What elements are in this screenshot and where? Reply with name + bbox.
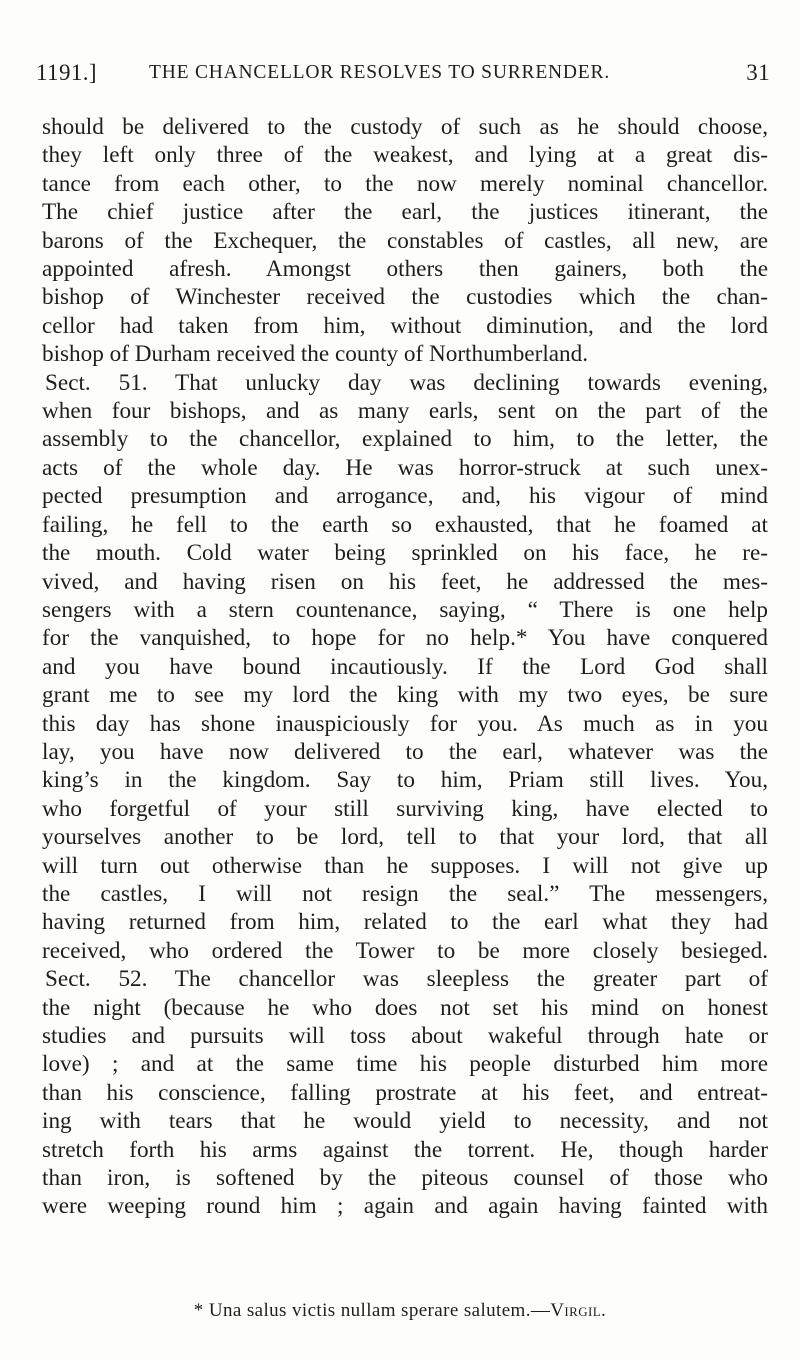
- text-line: they left only three of the weakest, and lying at a great dis-: [42, 142, 768, 169]
- text-line: king’s in the kingdom. Say to him, Priam still lives. You,: [42, 767, 768, 794]
- text-line: stretch forth his arms against the torrent. He, though harder: [42, 1136, 768, 1163]
- text-line: were weeping round him ; again and again having fainted with: [42, 1193, 768, 1220]
- text-line: lay, you have now delivered to the earl, whatever was the: [42, 738, 768, 765]
- text-line: than his conscience, falling prostrate at his feet, and entreat-: [42, 1079, 768, 1106]
- text-line: tance from each other, to the now merely nominal chancellor.: [42, 170, 768, 197]
- text-line: vived, and having risen on his feet, he addressed the mes-: [42, 568, 768, 595]
- text-line: the castles, I will not resign the seal.” The messengers,: [42, 880, 768, 907]
- text-line: having returned from him, related to the earl what they had: [42, 909, 768, 936]
- running-head-year: 1191.]: [36, 60, 97, 85]
- text-line: yourselves another to be lord, tell to that your lord, that all: [42, 824, 768, 851]
- text-line: bishop of Durham received the county of Northumberland.: [42, 341, 589, 368]
- text-line: ing with tears that he would yield to necessity, and not: [42, 1108, 768, 1135]
- text-line: failing, he fell to the earth so exhausted, that he foamed at: [42, 511, 768, 538]
- text-line: grant me to see my lord the king with my two eyes, be sure: [42, 682, 768, 709]
- text-line: received, who ordered the Tower to be more closely besieged.: [42, 937, 768, 964]
- text-line: The chief justice after the earl, the justices itinerant, the: [42, 199, 768, 226]
- text-line: love) ; and at the same time his people disturbed him more: [42, 1051, 768, 1078]
- text-line: barons of the Exchequer, the constables of castles, all new, are: [42, 227, 768, 254]
- text-line: the mouth. Cold water being sprinkled on his face, he re-: [42, 540, 768, 567]
- text-line: will turn out otherwise than he supposes. I will not give up: [42, 852, 768, 879]
- footnote-marker: *: [193, 1300, 204, 1321]
- text-line: Sect. 51. That unlucky day was declining towards evening,: [45, 369, 768, 396]
- text-line: Sect. 52. The chancellor was sleepless the greater part of: [45, 966, 768, 993]
- body-text: [42, 113, 768, 1221]
- text-line: and you have bound incautiously. If the Lord God shall: [42, 653, 768, 680]
- footnote: [0, 1300, 800, 1322]
- text-line: when four bishops, and as many earls, sent on the part of the: [42, 398, 768, 425]
- text-line: assembly to the chancellor, explained to him, to the letter, the: [42, 426, 768, 453]
- text-line: the night (because he who does not set his mind on honest: [42, 994, 768, 1021]
- text-line: should be delivered to the custody of such as he should choose,: [42, 114, 768, 140]
- footnote-author: Virgil.: [550, 1300, 607, 1321]
- text-line: sengers with a stern countenance, saying, “ There is one help: [42, 596, 768, 623]
- running-head: [36, 60, 770, 94]
- text-line: for the vanquished, to hope for no help.* You have conquered: [42, 625, 768, 652]
- running-head-title: THE CHANCELLOR RESOLVES TO SURRENDER.: [149, 62, 610, 83]
- text-line: cellor had taken from him, without diminution, and the lord: [42, 312, 768, 339]
- page-number: 31: [746, 60, 770, 85]
- footnote-text: Una salus victis nullam sperare salutem.—: [208, 1300, 551, 1321]
- text-line: studies and pursuits will toss about wakeful through hate or: [42, 1023, 768, 1049]
- text-line: bishop of Winchester received the custodies which the chan-: [42, 284, 768, 311]
- text-line: than iron, is softened by the piteous counsel of those who: [42, 1165, 768, 1192]
- text-line: appointed afresh. Amongst others then gainers, both the: [42, 256, 768, 283]
- text-line: who forgetful of your still surviving king, have elected to: [42, 795, 768, 822]
- text-line: pected presumption and arrogance, and, his vigour of mind: [42, 483, 768, 510]
- text-line: this day has shone inauspiciously for you. As much as in you: [42, 710, 768, 737]
- text-line: acts of the whole day. He was horror-struck at such unex-: [42, 454, 768, 481]
